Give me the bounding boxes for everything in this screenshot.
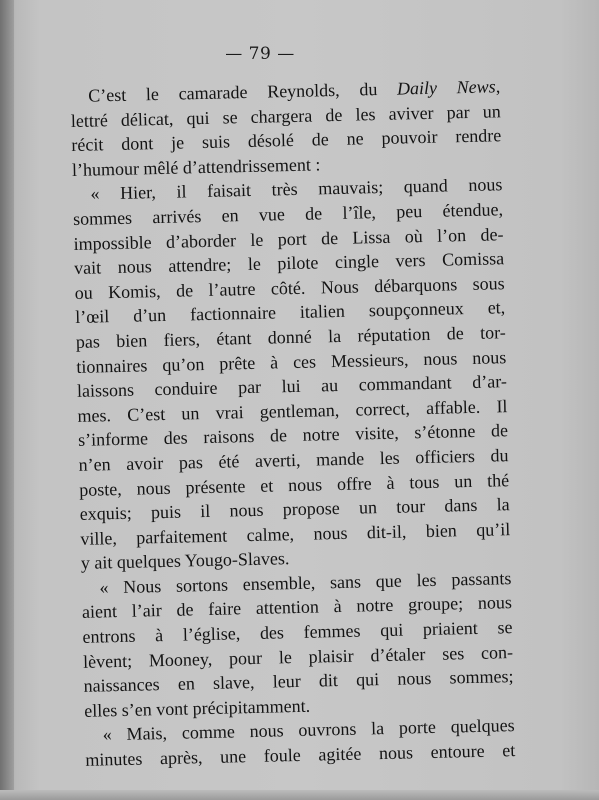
text-line: l’humour mêlé d’attendrissement : <box>71 154 321 180</box>
text-line: aient l’air de faire attention à notre groupe; nous <box>81 592 513 623</box>
text-line: laissons conduire par lui au commandant d’ar- <box>76 371 508 402</box>
body-text <box>70 74 516 772</box>
text-line: elles s’en vont précipitamment. <box>83 695 311 721</box>
text-line: « Mais, comme nous ouvrons la porte quelques <box>102 715 515 745</box>
text-line: lèvent; Mooney, pour le plaisir d’étaler ses con- <box>82 641 514 672</box>
text-line: C’est le camarade Reynolds, du Daily News, <box>88 76 501 106</box>
text-line: tionnaires qu’on prête à ces Messieurs, nous nous <box>76 346 507 377</box>
text-line: impossible d’aborder le port de Lissa où l’on de- <box>73 223 504 254</box>
text-line: exquis; puis il nous propose un tour dans la <box>79 494 510 524</box>
text-line: lettré délicat, qui se chargera de les aviver par un <box>70 100 501 131</box>
text-line: « Hier, il faisait très mauvais; quand nous <box>90 174 503 204</box>
text-line: mes. C’est un vrai gentleman, correct, affable. Il <box>77 395 508 426</box>
text-line: sommes arrivés en vue de l’île, peu étendue, <box>72 199 504 229</box>
text-line: n’en avoir pas été averti, mande les officiers du <box>78 445 509 475</box>
text-line: s’informe des raisons de notre visite, s’étonne de <box>77 420 509 451</box>
page-bottom-edge <box>0 790 599 800</box>
text-line: pas bien fiers, étant donné la réputation de tor- <box>75 322 506 352</box>
text-line: naissances en slave, leur dit qui nous sommes; <box>83 666 514 697</box>
text-line: poste, nous présente et nous offre à tous un thé <box>78 469 510 500</box>
text-line: ville, parfaitement calme, nous dit-il, bien qu’il <box>80 518 511 549</box>
text-line: minutes après, une foule agitée nous entoure et <box>85 740 516 770</box>
text-line: y ait quelques Yougo-Slaves. <box>80 548 290 574</box>
newspaper-title: Daily News <box>396 76 496 99</box>
text-line: vait nous attendre; le pilote cingle vers Comissa <box>73 248 505 279</box>
text-line: entrons à l’église, des femmes qui priaient se <box>82 617 513 647</box>
text-line: ou Komis, de l’autre côté. Nous débarquons sous <box>74 272 505 303</box>
binding-shadow <box>0 0 14 800</box>
text-line: « Nous sortons ensemble, sans que les passants <box>99 567 512 598</box>
page-number: — 79 — <box>225 44 295 64</box>
text-line: l’œil d’un factionnaire italien soupçonneux et, <box>75 297 506 328</box>
text-line: récit dont je suis désolé de ne pouvoir rendre <box>71 125 502 156</box>
